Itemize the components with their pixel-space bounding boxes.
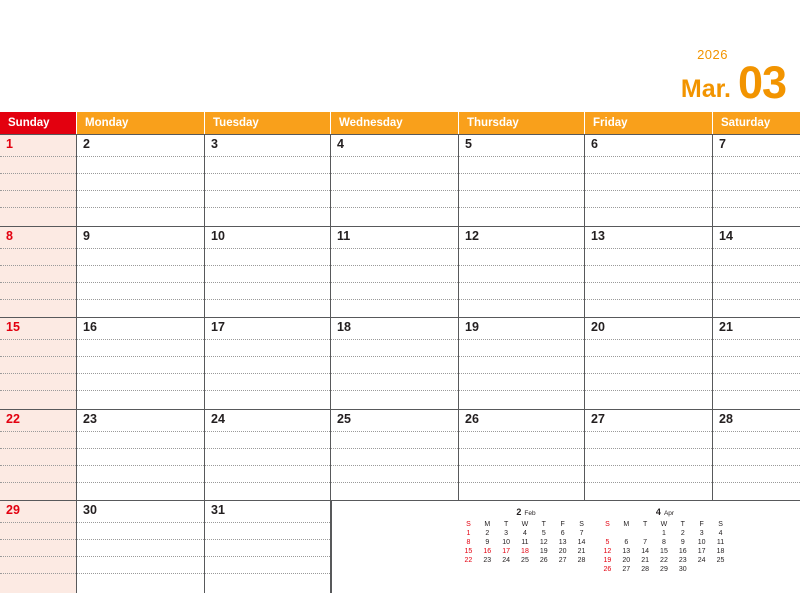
mini-day: 3 bbox=[699, 529, 704, 537]
day-number: 7 bbox=[719, 137, 726, 151]
note-lines bbox=[713, 227, 800, 318]
mini-day: 10 bbox=[697, 538, 706, 546]
note-lines bbox=[205, 227, 330, 318]
day-cell[interactable] bbox=[0, 227, 77, 318]
day-cell[interactable] bbox=[77, 501, 205, 593]
mini-day: 17 bbox=[697, 547, 706, 555]
mini-day: 11 bbox=[716, 538, 725, 546]
mini-day: 8 bbox=[662, 538, 666, 546]
calendar-grid bbox=[0, 134, 800, 592]
day-number: 12 bbox=[465, 228, 479, 243]
day-cell[interactable] bbox=[77, 318, 205, 409]
mini-day: 25 bbox=[716, 556, 725, 564]
day-number: 11 bbox=[337, 228, 351, 243]
day-cell[interactable] bbox=[0, 501, 77, 593]
mini-day: 19 bbox=[603, 556, 612, 564]
mini-day: 4 bbox=[718, 529, 723, 537]
note-lines bbox=[585, 318, 712, 409]
day-number: 19 bbox=[465, 320, 479, 335]
mini-day: 2 bbox=[680, 529, 685, 537]
calendar-week-row bbox=[0, 227, 800, 319]
mini-day: 29 bbox=[660, 565, 668, 573]
mini-day bbox=[617, 529, 636, 538]
note-lines bbox=[0, 135, 76, 226]
mini-calendars-panel bbox=[331, 501, 800, 593]
note-lines bbox=[459, 135, 584, 226]
day-number: 17 bbox=[211, 320, 225, 335]
mini-month-label: Apr bbox=[663, 510, 675, 518]
day-number: 3 bbox=[211, 137, 218, 151]
calendar-week-row bbox=[0, 318, 800, 410]
mini-day: 5 bbox=[541, 529, 546, 537]
day-number: 23 bbox=[83, 411, 97, 426]
mini-day: 19 bbox=[539, 547, 548, 555]
day-number: 24 bbox=[211, 411, 225, 426]
mini-day: 22 bbox=[660, 556, 668, 564]
day-cell[interactable] bbox=[0, 410, 77, 501]
mini-day bbox=[598, 529, 617, 538]
mini-day: 23 bbox=[483, 556, 492, 564]
mini-day: 28 bbox=[641, 565, 649, 573]
note-lines bbox=[713, 410, 800, 501]
mini-week-row bbox=[598, 547, 730, 556]
note-lines bbox=[331, 227, 458, 318]
day-number: 21 bbox=[719, 320, 733, 335]
day-number: 5 bbox=[465, 137, 472, 151]
note-lines bbox=[205, 135, 330, 226]
mini-day: 21 bbox=[577, 547, 586, 555]
mini-weekday-th: T bbox=[680, 520, 685, 528]
day-number: 29 bbox=[6, 503, 20, 518]
mini-day: 8 bbox=[466, 538, 471, 546]
calendar-week-row bbox=[0, 501, 800, 593]
mini-month-label: Feb bbox=[524, 510, 536, 518]
mini-day: 27 bbox=[558, 556, 567, 564]
month-name-label: Mar. bbox=[680, 74, 731, 103]
mini-day: 6 bbox=[624, 538, 629, 546]
note-lines bbox=[77, 135, 204, 226]
day-number: 14 bbox=[719, 228, 733, 243]
mini-weekday-f: F bbox=[699, 520, 704, 528]
day-cell[interactable] bbox=[713, 135, 800, 226]
calendar-header bbox=[0, 0, 800, 112]
day-cell[interactable] bbox=[205, 410, 331, 501]
day-cell[interactable] bbox=[459, 135, 585, 226]
mini-weekday-t: T bbox=[503, 520, 509, 528]
mini-day: 15 bbox=[660, 547, 668, 555]
day-number: 22 bbox=[6, 411, 20, 426]
day-number: 6 bbox=[591, 137, 598, 151]
weekday-header-row bbox=[0, 112, 800, 134]
day-number: 10 bbox=[211, 228, 225, 243]
mini-weekday-w: W bbox=[521, 520, 529, 528]
note-lines bbox=[331, 135, 458, 226]
mini-weekday-s: S bbox=[605, 520, 610, 528]
mini-weekday-th: T bbox=[541, 520, 546, 528]
mini-day: 12 bbox=[603, 547, 612, 555]
mini-calendar-apr bbox=[598, 508, 732, 593]
day-cell[interactable] bbox=[331, 318, 459, 409]
mini-weekday-f: F bbox=[560, 520, 565, 528]
mini-calendar-feb bbox=[459, 508, 593, 593]
mini-day: 13 bbox=[558, 538, 567, 546]
day-cell[interactable] bbox=[331, 135, 459, 226]
month-row bbox=[680, 57, 786, 108]
mini-week-row bbox=[459, 538, 591, 547]
day-number: 26 bbox=[465, 411, 479, 426]
mini-day: 10 bbox=[502, 538, 510, 546]
mini-weekday-m: M bbox=[484, 520, 491, 528]
mini-week-row bbox=[459, 556, 591, 565]
weekday-header-thursday: Thursday bbox=[459, 112, 585, 134]
mini-weekday-w: W bbox=[660, 520, 668, 528]
weekday-header-wednesday: Wednesday bbox=[331, 112, 459, 134]
mini-day: 1 bbox=[466, 529, 471, 537]
note-lines bbox=[585, 227, 712, 318]
note-lines bbox=[713, 318, 800, 409]
note-lines bbox=[0, 501, 76, 593]
mini-calendar-table bbox=[598, 520, 730, 574]
mini-calendar-title bbox=[459, 508, 593, 518]
day-cell[interactable] bbox=[205, 501, 331, 593]
mini-week-row bbox=[459, 529, 591, 538]
mini-day: 9 bbox=[485, 538, 490, 546]
mini-day: 20 bbox=[558, 547, 567, 555]
day-number: 8 bbox=[6, 228, 13, 243]
day-cell[interactable] bbox=[585, 410, 713, 501]
mini-day bbox=[636, 529, 655, 538]
mini-day: 3 bbox=[504, 529, 509, 537]
day-cell[interactable] bbox=[459, 318, 585, 409]
calendar-week-row bbox=[0, 135, 800, 227]
mini-week-row bbox=[598, 565, 730, 574]
mini-day: 13 bbox=[622, 547, 631, 555]
day-number: 15 bbox=[6, 320, 20, 335]
mini-week-row bbox=[598, 529, 730, 538]
mini-day: 16 bbox=[678, 547, 687, 555]
day-cell[interactable] bbox=[459, 410, 585, 501]
mini-week-row bbox=[598, 556, 730, 565]
mini-day: 15 bbox=[464, 547, 473, 555]
mini-day bbox=[692, 565, 711, 574]
mini-month-number: 2 bbox=[516, 507, 522, 518]
mini-day: 26 bbox=[603, 565, 612, 573]
mini-day: 24 bbox=[697, 556, 706, 564]
day-number: 31 bbox=[211, 503, 225, 518]
month-number-label: 03 bbox=[737, 57, 786, 108]
note-lines bbox=[459, 227, 584, 318]
mini-day: 18 bbox=[716, 547, 725, 555]
mini-day: 5 bbox=[605, 538, 610, 546]
note-lines bbox=[77, 318, 204, 409]
mini-day bbox=[711, 565, 730, 574]
mini-calendar-table bbox=[459, 520, 591, 565]
note-lines bbox=[331, 318, 458, 409]
mini-day: 7 bbox=[643, 538, 648, 546]
month-title-block bbox=[680, 47, 786, 108]
mini-day: 1 bbox=[662, 529, 666, 537]
note-lines bbox=[459, 318, 584, 409]
note-lines bbox=[459, 410, 584, 501]
mini-calendar-title bbox=[598, 508, 732, 518]
mini-day: 7 bbox=[579, 529, 584, 537]
day-number: 25 bbox=[337, 411, 351, 426]
mini-day: 18 bbox=[521, 547, 529, 555]
day-cell[interactable] bbox=[713, 410, 800, 501]
year-label: 2026 bbox=[697, 47, 728, 62]
day-cell[interactable] bbox=[331, 410, 459, 501]
day-cell[interactable] bbox=[77, 410, 205, 501]
mini-day: 2 bbox=[485, 529, 490, 537]
day-number: 1 bbox=[6, 137, 13, 151]
mini-day: 14 bbox=[641, 547, 649, 555]
mini-day: 23 bbox=[678, 556, 687, 564]
mini-weekday-sa: S bbox=[579, 520, 584, 528]
mini-day: 12 bbox=[539, 538, 548, 546]
weekday-header-monday: Monday bbox=[77, 112, 205, 134]
mini-weekday-sa: S bbox=[718, 520, 723, 528]
mini-weekday-row bbox=[459, 520, 591, 529]
day-cell[interactable] bbox=[0, 135, 77, 226]
weekday-header-saturday: Saturday bbox=[713, 112, 800, 134]
note-lines bbox=[0, 227, 76, 318]
mini-week-row bbox=[598, 538, 730, 547]
day-cell[interactable] bbox=[585, 227, 713, 318]
note-lines bbox=[205, 410, 330, 501]
mini-day: 17 bbox=[502, 547, 510, 555]
day-number: 16 bbox=[83, 320, 97, 335]
note-lines bbox=[205, 501, 330, 593]
mini-day: 28 bbox=[577, 556, 586, 564]
weekday-header-sunday: Sunday bbox=[0, 112, 77, 134]
mini-day: 27 bbox=[622, 565, 631, 573]
mini-week-row bbox=[459, 547, 591, 556]
day-cell[interactable] bbox=[205, 227, 331, 318]
day-cell[interactable] bbox=[0, 318, 77, 409]
note-lines bbox=[585, 135, 712, 226]
day-cell[interactable] bbox=[459, 227, 585, 318]
day-number: 13 bbox=[591, 228, 605, 243]
note-lines bbox=[77, 410, 204, 501]
mini-day: 16 bbox=[483, 547, 492, 555]
mini-day: 21 bbox=[641, 556, 649, 564]
day-cell[interactable] bbox=[77, 135, 205, 226]
day-cell[interactable] bbox=[585, 318, 713, 409]
mini-day: 14 bbox=[577, 538, 586, 546]
day-cell[interactable] bbox=[585, 135, 713, 226]
note-lines bbox=[205, 318, 330, 409]
mini-day: 25 bbox=[521, 556, 529, 564]
mini-day: 4 bbox=[523, 529, 527, 537]
note-lines bbox=[331, 410, 458, 501]
mini-day: 26 bbox=[539, 556, 548, 564]
note-lines bbox=[77, 501, 204, 593]
day-cell[interactable] bbox=[205, 318, 331, 409]
mini-day: 30 bbox=[678, 565, 687, 573]
mini-weekday-row bbox=[598, 520, 730, 529]
day-number: 27 bbox=[591, 411, 605, 426]
day-number: 20 bbox=[591, 320, 605, 335]
day-number: 2 bbox=[83, 137, 90, 151]
day-cell[interactable] bbox=[205, 135, 331, 226]
note-lines bbox=[77, 227, 204, 318]
note-lines bbox=[0, 410, 76, 501]
day-cell[interactable] bbox=[77, 227, 205, 318]
day-number: 4 bbox=[337, 137, 344, 151]
mini-day: 24 bbox=[502, 556, 510, 564]
day-cell[interactable] bbox=[713, 227, 800, 318]
day-cell[interactable] bbox=[713, 318, 800, 409]
mini-day: 22 bbox=[464, 556, 473, 564]
weekday-header-tuesday: Tuesday bbox=[205, 112, 331, 134]
day-number: 18 bbox=[337, 320, 351, 335]
day-cell[interactable] bbox=[331, 227, 459, 318]
mini-weekday-t: T bbox=[642, 520, 648, 528]
mini-weekday-m: M bbox=[623, 520, 630, 528]
mini-day: 6 bbox=[560, 529, 565, 537]
mini-day: 11 bbox=[521, 538, 529, 546]
day-number: 30 bbox=[83, 503, 97, 518]
mini-weekday-s: S bbox=[466, 520, 471, 528]
mini-day: 20 bbox=[622, 556, 631, 564]
note-lines bbox=[0, 318, 76, 409]
note-lines bbox=[713, 135, 800, 226]
note-lines bbox=[585, 410, 712, 501]
calendar-week-row bbox=[0, 410, 800, 502]
weekday-header-friday: Friday bbox=[585, 112, 713, 134]
mini-month-number: 4 bbox=[655, 507, 661, 518]
day-number: 28 bbox=[719, 411, 733, 426]
day-number: 9 bbox=[83, 228, 90, 243]
mini-day: 9 bbox=[680, 538, 685, 546]
